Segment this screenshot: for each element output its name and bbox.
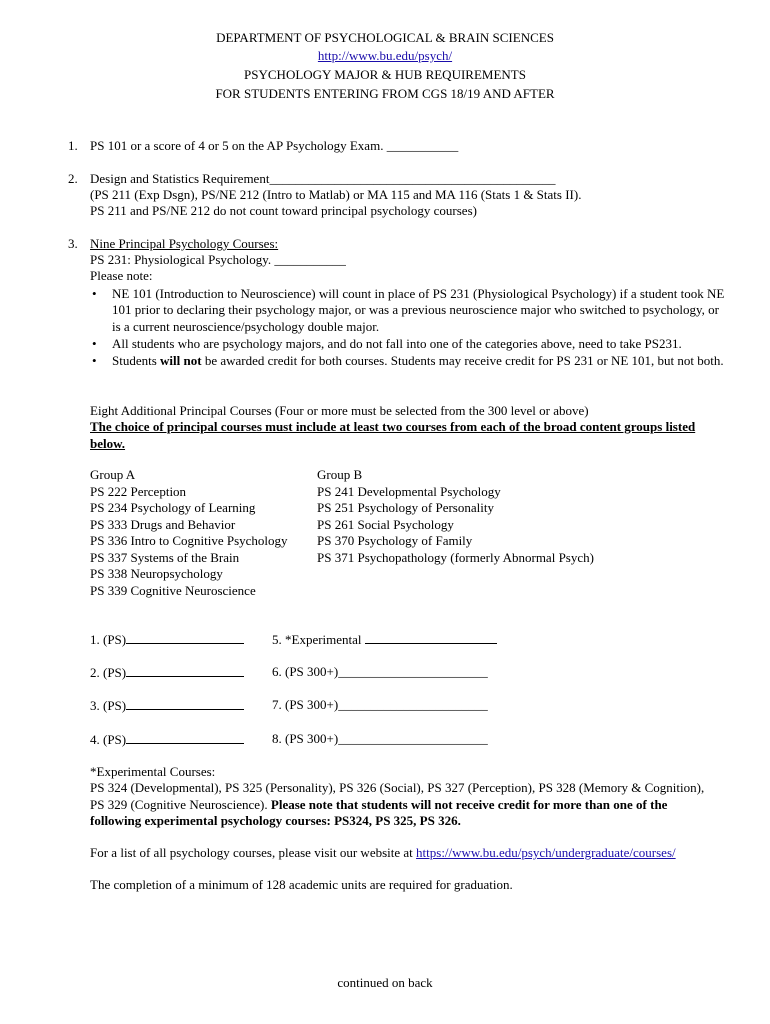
group-a-title: Group A <box>90 467 136 482</box>
req1-number: 1. <box>68 138 78 153</box>
course-slot-3 <box>90 697 244 714</box>
courses-website-link[interactable]: https://www.bu.edu/psych/undergraduate/courses/ <box>416 845 676 860</box>
course-slot-2-label: 2. (PS) <box>90 665 127 680</box>
req3-bullet-list <box>90 286 730 369</box>
req3-heading: Nine Principal Psychology Courses: <box>90 236 279 251</box>
group-b-title: Group B <box>317 467 363 482</box>
group-b-course: PS 371 Psychopathology (formerly Abnormal Psych) <box>317 549 594 565</box>
course-slot-8[interactable]: 8. (PS 300+)_______________________ <box>272 731 488 746</box>
course-slot-3-blank[interactable] <box>126 697 244 710</box>
req2-line1: Design and Statistics Requirement____________________________________________ <box>90 171 556 186</box>
bullet-no-double-credit-pre: Students <box>112 353 161 369</box>
eight-additional-courses: Eight Additional Principal Courses (Four or more must be selected from the 300 level or above) <box>90 403 589 418</box>
document-title: PSYCHOLOGY MAJOR & HUB REQUIREMENTS <box>244 67 526 82</box>
req2-line2: (PS 211 (Exp Dsgn), PS/NE 212 (Intro to Matlab) or MA 115 and MA 116 (Stats 1 & Stats II). <box>90 187 582 202</box>
req2-line3: PS 211 and PS/NE 212 do not count toward principal psychology courses) <box>90 203 477 218</box>
bullet-ne101-text: NE 101 (Introduction to Neuroscience) will count in place of PS 231 (Physiological Psychology) if a student took NE 101 prior to declaring their psychology major, or was a previous neuroscience major who switched to psychology, or is a current neuroscience/psychology double major. <box>112 286 725 334</box>
group-a-course: PS 338 Neuropsychology <box>90 566 223 581</box>
bullet-ne101 <box>90 286 730 335</box>
group-a-course: PS 339 Cognitive Neuroscience <box>90 582 256 598</box>
course-slot-5-blank[interactable] <box>365 631 497 644</box>
req3-please-note: Please note: <box>90 268 153 283</box>
course-slot-2-blank[interactable] <box>126 664 244 677</box>
req3-ps231: PS 231: Physiological Psychology. ___________ <box>90 252 346 267</box>
course-slot-1 <box>90 631 244 648</box>
group-b-column <box>317 467 594 566</box>
course-slot-1-label: 1. (PS) <box>90 632 127 647</box>
experimental-list: PS 324 (Developmental), PS 325 (Personality), PS 326 (Social), PS 327 (Perception), PS 328 (Memory & Cognition), PS 329 (Cognitive Neuroscience). <box>90 780 705 812</box>
group-a-course: PS 337 Systems of the Brain <box>90 549 240 565</box>
group-a-column <box>90 467 288 599</box>
req1-text: PS 101 or a score of 4 or 5 on the AP Psychology Exam. ___________ <box>90 138 459 153</box>
course-slot-3-label: 3. (PS) <box>90 698 127 713</box>
course-slot-5 <box>272 631 497 648</box>
course-slot-4-blank[interactable] <box>126 731 244 744</box>
group-b-course: PS 251 Psychology of Personality <box>317 500 494 515</box>
course-slot-4 <box>90 731 244 748</box>
department-url-line <box>0 47 770 64</box>
department-heading: DEPARTMENT OF PSYCHOLOGICAL & BRAIN SCIENCES <box>216 30 554 45</box>
group-b-course: PS 370 Psychology of Family <box>317 533 473 548</box>
completion-note: The completion of a minimum of 128 academic units are required for graduation. <box>90 877 513 892</box>
website-text: For a list of all psychology courses, please visit our website at <box>90 845 417 860</box>
content-groups-note: The choice of principal courses must include at least two courses from each of the broad content groups listed below. <box>90 419 696 451</box>
course-slot-5-label: 5. *Experimental <box>272 632 362 647</box>
bullet-no-double-credit-bold: will not <box>160 353 202 369</box>
group-a-course: PS 336 Intro to Cognitive Psychology <box>90 533 288 548</box>
course-slot-7[interactable]: 7. (PS 300+)_______________________ <box>272 697 488 712</box>
bullet-no-double-credit-post: be awarded credit for both courses. Students may receive credit for PS 231 or NE 101, but not both. <box>201 353 724 369</box>
experimental-note: Please note that students will not receive credit for more than one of the following experimental psychology courses: PS324, PS 325, PS 326. <box>90 796 668 828</box>
department-url-link[interactable]: http://www.bu.edu/psych/ <box>317 48 453 63</box>
course-slot-2 <box>90 664 244 681</box>
group-b-course: PS 241 Developmental Psychology <box>317 483 501 499</box>
req2-number: 2. <box>68 171 78 186</box>
group-a-course: PS 333 Drugs and Behavior <box>90 516 236 532</box>
course-slot-1-blank[interactable] <box>126 631 244 644</box>
bullet-no-double-credit <box>90 353 730 369</box>
experimental-paragraph <box>90 780 720 830</box>
course-slot-6[interactable]: 6. (PS 300+)_______________________ <box>272 664 488 679</box>
group-a-course: PS 222 Perception <box>90 483 187 499</box>
experimental-heading: *Experimental Courses: <box>90 764 216 779</box>
course-slot-4-label: 4. (PS) <box>90 732 127 747</box>
group-b-course: PS 261 Social Psychology <box>317 516 454 532</box>
bullet-all-students-text: All students who are psychology majors, and do not fall into one of the categories above, need to take PS231. <box>112 335 682 351</box>
document-subtitle: FOR STUDENTS ENTERING FROM CGS 18/19 AND AFTER <box>215 86 555 101</box>
website-line <box>90 845 676 861</box>
continued-on-back: continued on back <box>337 975 433 990</box>
req3-number: 3. <box>68 236 78 251</box>
group-a-course: PS 234 Psychology of Learning <box>90 500 256 515</box>
bullet-all-students <box>90 336 730 352</box>
